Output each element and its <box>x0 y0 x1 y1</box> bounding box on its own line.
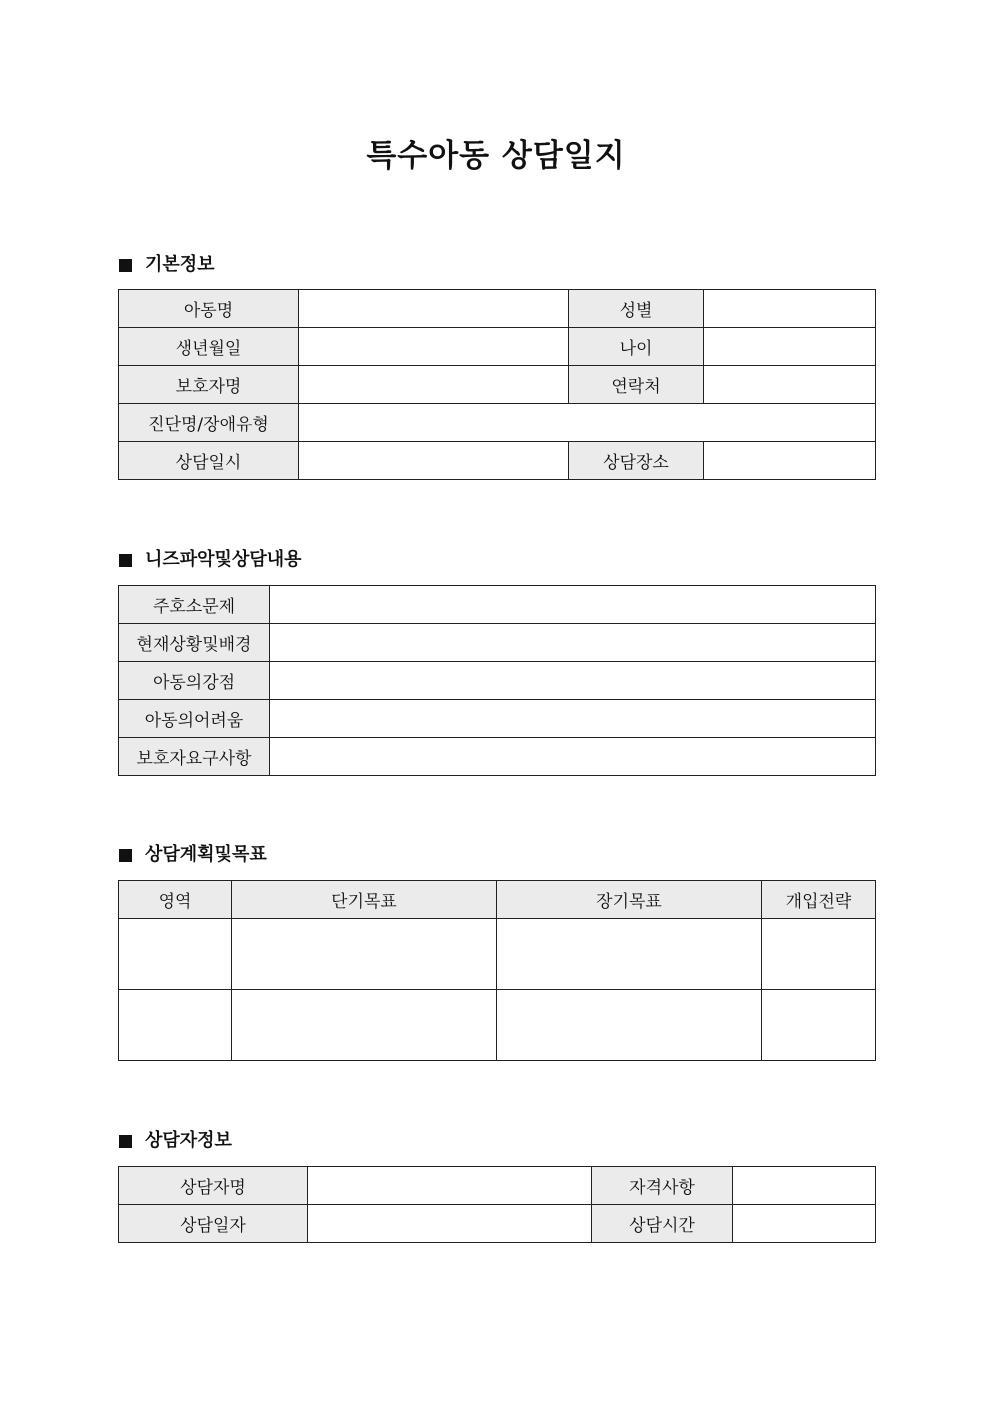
needs-row-label: 현재상황및배경 <box>119 624 270 662</box>
datetime-label: 상담일시 <box>119 442 299 480</box>
section-title: 기본정보 <box>145 254 215 275</box>
child-name-label: 아동명 <box>119 290 299 328</box>
square-bullet-icon <box>119 849 132 862</box>
contact-field[interactable] <box>704 366 876 404</box>
datetime-field[interactable] <box>299 442 569 480</box>
short-term-goal-cell[interactable] <box>232 919 497 990</box>
age-field[interactable] <box>704 328 876 366</box>
basic-info-table <box>118 289 876 480</box>
column-header: 개입전략 <box>762 881 876 919</box>
guardian-label: 보호자명 <box>119 366 299 404</box>
table-row <box>119 990 876 1061</box>
needs-row-field[interactable] <box>270 700 876 738</box>
birth-label: 생년월일 <box>119 328 299 366</box>
table-row <box>119 624 876 662</box>
age-label: 나이 <box>569 328 704 366</box>
area-cell[interactable] <box>119 919 232 990</box>
counselor-name-field[interactable] <box>308 1167 592 1205</box>
strategy-cell[interactable] <box>762 919 876 990</box>
long-term-goal-cell[interactable] <box>497 919 762 990</box>
gender-label: 성별 <box>569 290 704 328</box>
area-cell[interactable] <box>119 990 232 1061</box>
table-row <box>119 442 876 480</box>
section-heading-basic <box>119 253 215 277</box>
section-heading-plan <box>119 843 267 867</box>
counselor-name-label: 상담자명 <box>119 1167 308 1205</box>
table-row <box>119 1205 876 1243</box>
table-row <box>119 700 876 738</box>
column-header: 영역 <box>119 881 232 919</box>
contact-label: 연락처 <box>569 366 704 404</box>
table-row <box>119 586 876 624</box>
section-heading-needs <box>119 548 302 572</box>
counsel-date-label: 상담일자 <box>119 1205 308 1243</box>
square-bullet-icon <box>119 259 132 272</box>
needs-row-label: 주호소문제 <box>119 586 270 624</box>
section-heading-counselor <box>119 1129 232 1153</box>
counsel-time-label: 상담시간 <box>592 1205 733 1243</box>
table-row <box>119 1167 876 1205</box>
needs-row-label: 보호자요구사항 <box>119 738 270 776</box>
square-bullet-icon <box>119 554 132 567</box>
table-row <box>119 366 876 404</box>
guardian-field[interactable] <box>299 366 569 404</box>
counsel-date-field[interactable] <box>308 1205 592 1243</box>
column-header: 장기목표 <box>497 881 762 919</box>
diagnosis-field[interactable] <box>299 404 876 442</box>
table-row <box>119 662 876 700</box>
counselor-table <box>118 1166 876 1243</box>
place-label: 상담장소 <box>569 442 704 480</box>
qualification-field[interactable] <box>733 1167 876 1205</box>
needs-row-field[interactable] <box>270 624 876 662</box>
square-bullet-icon <box>119 1135 132 1148</box>
table-row <box>119 738 876 776</box>
needs-row-field[interactable] <box>270 662 876 700</box>
table-row <box>119 290 876 328</box>
birth-field[interactable] <box>299 328 569 366</box>
strategy-cell[interactable] <box>762 990 876 1061</box>
child-name-field[interactable] <box>299 290 569 328</box>
needs-row-label: 아동의어려움 <box>119 700 270 738</box>
diagnosis-label: 진단명/장애유형 <box>119 404 299 442</box>
short-term-goal-cell[interactable] <box>232 990 497 1061</box>
needs-row-field[interactable] <box>270 586 876 624</box>
column-header: 단기목표 <box>232 881 497 919</box>
gender-field[interactable] <box>704 290 876 328</box>
table-row <box>119 404 876 442</box>
counsel-time-field[interactable] <box>733 1205 876 1243</box>
place-field[interactable] <box>704 442 876 480</box>
qualification-label: 자격사항 <box>592 1167 733 1205</box>
section-title: 상담계획및목표 <box>145 844 267 865</box>
needs-row-field[interactable] <box>270 738 876 776</box>
page-title: 특수아동 상담일지 <box>366 138 626 174</box>
table-row <box>119 919 876 990</box>
long-term-goal-cell[interactable] <box>497 990 762 1061</box>
plan-table <box>118 880 876 1061</box>
table-row <box>119 328 876 366</box>
needs-table <box>118 585 876 776</box>
section-title: 니즈파악및상담내용 <box>145 549 302 570</box>
needs-row-label: 아동의강점 <box>119 662 270 700</box>
table-header-row <box>119 881 876 919</box>
section-title: 상담자정보 <box>145 1130 232 1151</box>
